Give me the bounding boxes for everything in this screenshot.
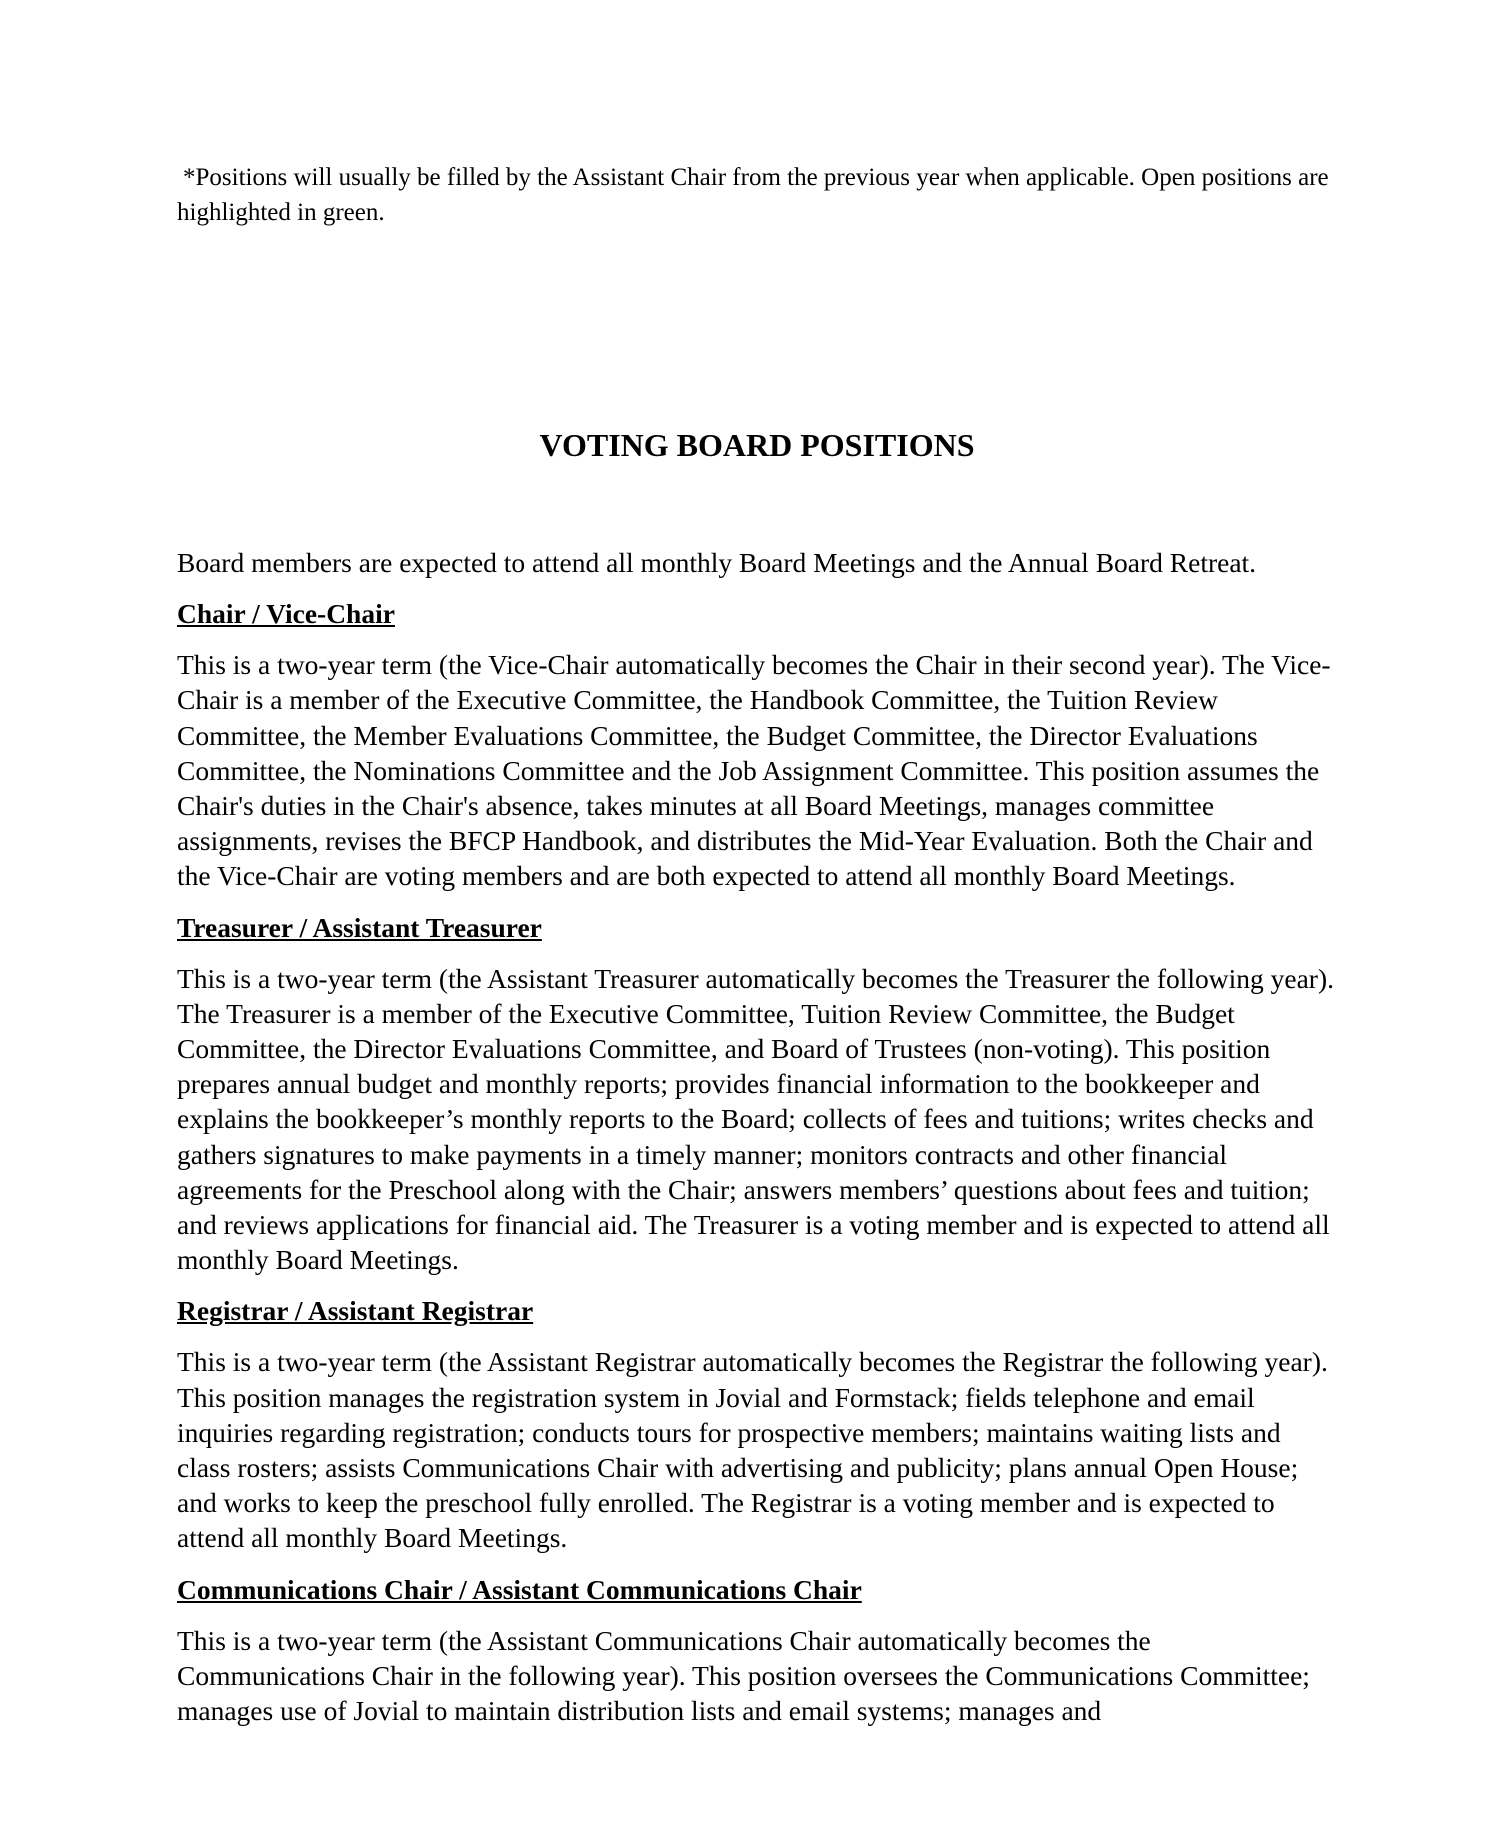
page-title: VOTING BOARD POSITIONS [539,427,975,463]
section-heading-chair: Chair / Vice-Chair [177,598,395,630]
section-body-communications: This is a two-year term (the Assistant Communications Chair automatically becomes the Communications Chair in the following year). This position oversees the Communications Committee; manages use of Jovial to maintain distribution lists and email systems; manages and [177,1624,1310,1727]
section-heading-communications: Communications Chair / Assistant Communications Chair [177,1573,862,1605]
document-page [177,0,1337,1841]
section-body-registrar: This is a two-year term (the Assistant Registrar automatically becomes the Registrar the following year). This position manages the registration system in Jovial and Formstack; fields telephone and email inquiries regarding registration; conducts tours for prospective members; maintains waiting lists and class rosters; assists Communications Chair with advertising and publicity; plans annual Open House; and works to keep the preschool fully enrolled. The Registrar is a voting member and is expected to attend all monthly Board Meetings. [177,1346,1328,1554]
section-heading-treasurer: Treasurer / Assistant Treasurer [177,911,542,943]
body-content [177,545,1337,1744]
section-body-chair: This is a two-year term (the Vice-Chair automatically becomes the Chair in their second year). The Vice- Chair is a member of the Executive Committee, the Handbook Committee, the Tuition Review Committee, the Member Evaluations Committee, the Budget Committee, the Director Evaluations Committee, the Nominations Committee and the Job Assignment Committee. This position assumes the Chair's duties in the Chair's absence, takes minutes at all Board Meetings, manages committee assignments, revises the BFCP Handbook, and distributes the Mid-Year Evaluation. Both the Chair and the Vice-Chair are voting members and are both expected to attend all monthly Board Meetings. [177,649,1331,892]
section-body-treasurer: This is a two-year term (the Assistant Treasurer automatically becomes the Treasurer the following year). The Treasurer is a member of the Executive Committee, Tuition Review Committee, the Budget Committee, the Director Evaluations Committee, and Board of Trustees (non-voting). This position prepares annual budget and monthly reports; provides financial information to the bookkeeper and explains the bookkeeper’s monthly reports to the Board; collects of fees and tuitions; writes checks and gathers signatures to make payments in a timely manner; monitors contracts and other financial agreements for the Preschool along with the Chair; answers members’ questions about fees and tuition; and reviews applications for financial aid. The Treasurer is a voting member and is expected to attend all monthly Board Meetings. [177,962,1335,1276]
positions-note: *Positions will usually be filled by the Assistant Chair from the previous year when applicable. Open positions are highlighted in green. [177,164,1329,226]
intro-paragraph: Board members are expected to attend all monthly Board Meetings and the Annual Board Retreat. [177,547,1257,578]
section-heading-registrar: Registrar / Assistant Registrar [177,1295,534,1327]
